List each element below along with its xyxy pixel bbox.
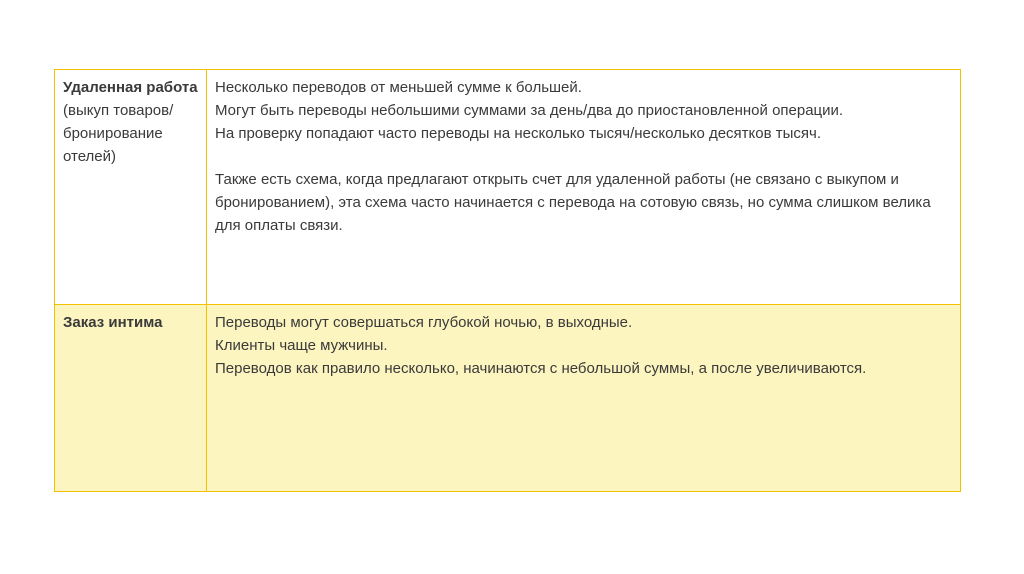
table-row [55,305,961,492]
description-line: Могут быть переводы небольшими суммами за день/два до приостановленной операции. [215,102,844,119]
scheme-note: (выкуп товаров/ бронирование отелей) [63,102,174,165]
description-spacer [215,145,952,168]
scheme-description-cell [207,305,961,492]
description-line: Переводов как правило несколько, начинаются с небольшой суммы, а после увеличиваются. [215,360,867,377]
description-line: Переводы могут совершаться глубокой ночью, в выходные. [215,314,633,331]
scheme-name: Удаленная работа [63,79,198,96]
scheme-name-cell [55,70,207,305]
description-line: Клиенты чаще мужчины. [215,337,388,354]
scheme-name-cell [55,305,207,492]
scheme-name: Заказ интима [63,314,163,331]
description-line: Несколько переводов от меньшей сумме к большей. [215,79,582,96]
description-line: На проверку попадают часто переводы на несколько тысяч/несколько десятков тысяч. [215,125,822,142]
table-row [55,70,961,305]
description-line: Также есть схема, когда предлагают открыть счет для удаленной работы (не связано с выкупом и бронированием), эта схема часто начинается с перевода на сотовую связь, но сумма слишком велика для оплаты связи. [215,171,931,234]
scheme-description-cell [207,70,961,305]
fraud-schemes-table [54,69,961,492]
